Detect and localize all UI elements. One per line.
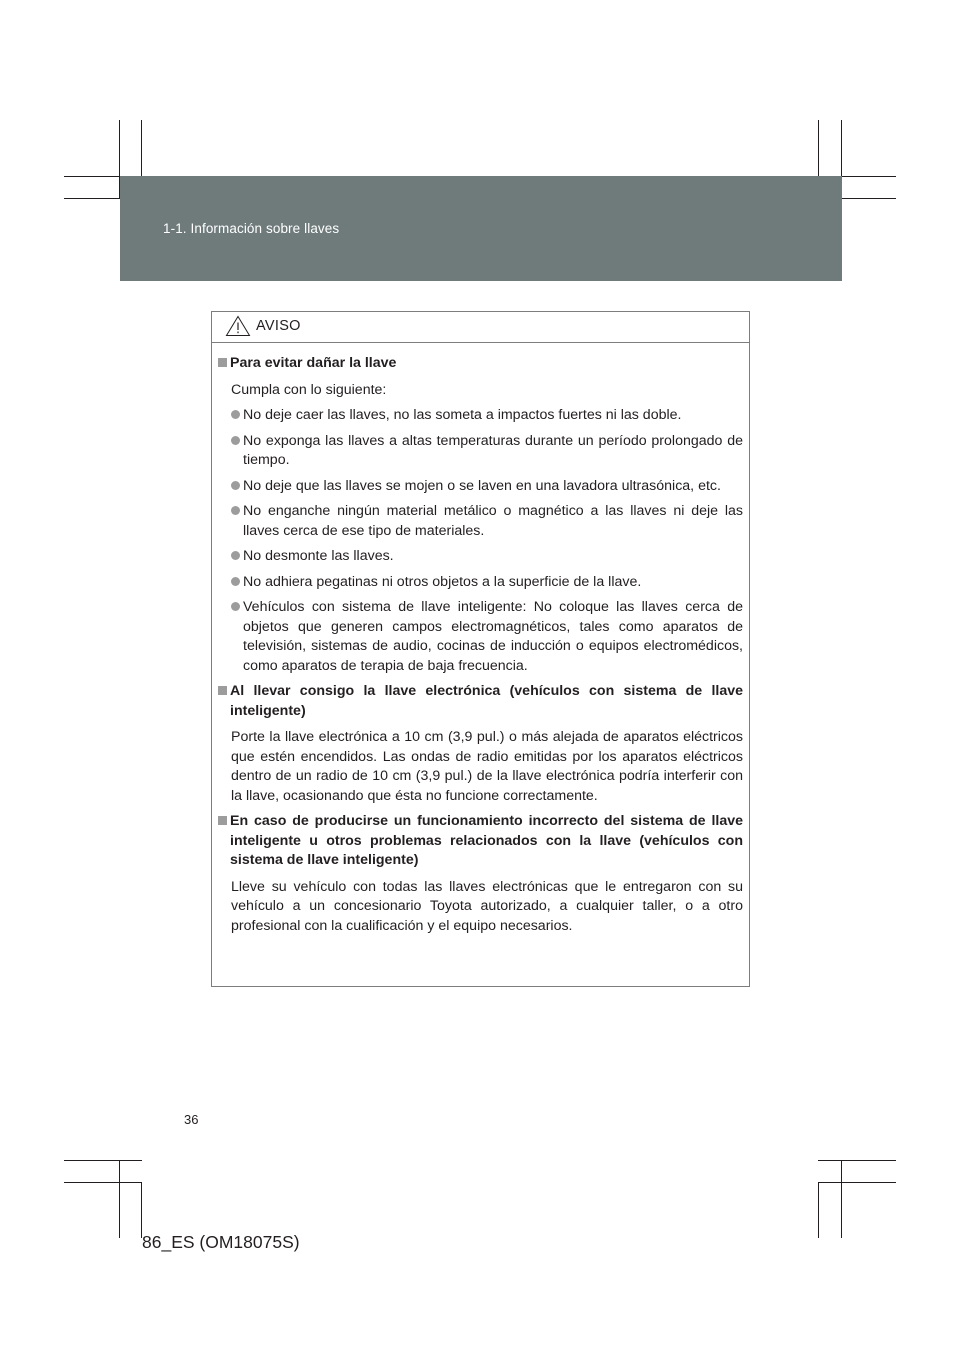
warning-triangle-icon	[225, 315, 251, 337]
circle-bullet-icon	[231, 481, 240, 490]
circle-bullet-icon	[231, 506, 240, 515]
list-item	[218, 573, 743, 593]
list-item-text: Vehículos con sistema de llave inteligente: No coloque las llaves cerca de objetos que generen campos electromagnéticos, tales como aparatos de televisión, sistemas de audio, cocinas de inducción o equipos electromédicos, como aparatos de terapia de baja frecuencia.	[243, 599, 743, 674]
crop-mark	[64, 1160, 142, 1161]
section-title: 1-1. Información sobre llaves	[163, 221, 340, 236]
section-paragraph: Porte la llave electrónica a 10 cm (3,9 pul.) o más alejada de aparatos eléctricos que estén encendidos. Las ondas de radio emitidas por los aparatos eléctricos dentro de un radio de 10 cm (3,9 pul.) de la llave electrónica podría interferir con la llave, ocasionando que ésta no funcione correctamente.	[231, 729, 743, 804]
section-heading	[218, 682, 743, 721]
crop-mark	[141, 1182, 142, 1238]
list-item	[218, 406, 743, 426]
page-number: 36	[184, 1112, 199, 1127]
crop-mark	[64, 1182, 142, 1183]
document-code: 86_ES (OM18075S)	[142, 1232, 300, 1252]
list-item-text: No adhiera pegatinas ni otros objetos a la superficie de la llave.	[243, 573, 642, 590]
circle-bullet-icon	[231, 410, 240, 419]
list-item-text: No enganche ningún material metálico o magnético a las llaves ni deje las llaves cerca de ese tipo de materiales.	[243, 503, 743, 539]
list-item	[218, 432, 743, 471]
square-bullet-icon	[218, 686, 227, 695]
section-heading-text: Para evitar dañar la llave	[230, 355, 397, 371]
crop-mark	[818, 1182, 896, 1183]
warning-title: AVISO	[256, 318, 301, 334]
list-item-text: No deje caer las llaves, no las someta a impactos fuertes ni las doble.	[243, 407, 682, 423]
warning-header	[212, 312, 749, 343]
square-bullet-icon	[218, 816, 227, 825]
section-heading	[218, 812, 743, 871]
section-header-band	[120, 176, 842, 281]
circle-bullet-icon	[231, 551, 240, 560]
crop-mark	[119, 1160, 120, 1238]
section-heading-text: Al llevar consigo la llave electrónica (vehículos con sistema de llave inteligente)	[230, 683, 743, 719]
crop-mark	[818, 1182, 819, 1238]
warning-box	[211, 311, 750, 987]
list-item	[218, 502, 743, 541]
list-item-text: No desmonte las llaves.	[243, 548, 394, 564]
circle-bullet-icon	[231, 602, 240, 611]
section-heading-text: En caso de producirse un funcionamiento incorrecto del sistema de llave inteligente u otros problemas relacionados con la llave (vehículos con sistema de llave inteligente)	[230, 813, 743, 868]
list-item	[218, 477, 743, 497]
warning-body	[218, 354, 743, 942]
circle-bullet-icon	[231, 436, 240, 445]
square-bullet-icon	[218, 358, 227, 367]
crop-mark	[841, 1160, 842, 1238]
section-heading	[218, 354, 743, 374]
crop-mark	[818, 1160, 896, 1161]
section-paragraph: Cumpla con lo siguiente:	[231, 381, 387, 398]
list-item	[218, 547, 743, 567]
list-item-text: No deje que las llaves se mojen o se laven en una lavadora ultrasónica, etc.	[243, 477, 721, 494]
section-paragraph: Lleve su vehículo con todas las llaves electrónicas que le entregaron con su vehículo a un concesionario Toyota autorizado, a cualquier taller, o a otro profesional con la cualificación y el equipo necesarios.	[231, 878, 743, 934]
list-item-text: No exponga las llaves a altas temperaturas durante un período prolongado de tiempo.	[243, 432, 743, 468]
list-item	[218, 598, 743, 676]
circle-bullet-icon	[231, 577, 240, 586]
